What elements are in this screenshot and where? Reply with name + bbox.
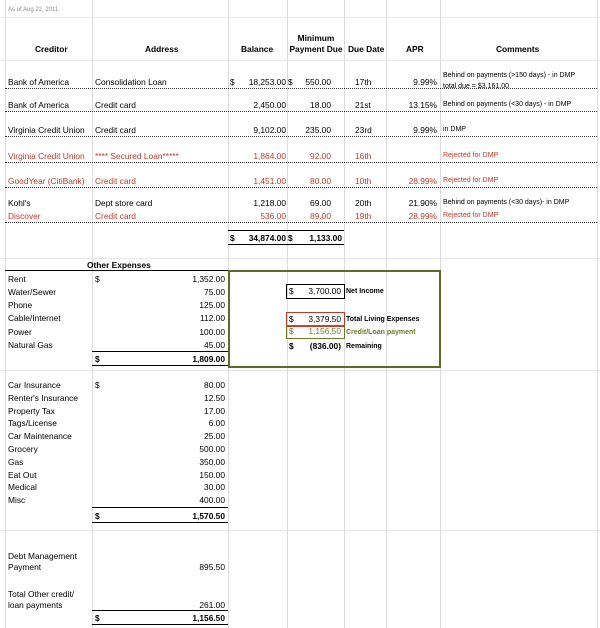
apr-value: 13.15% xyxy=(408,100,437,110)
row-divider xyxy=(5,162,597,163)
payment-value: 89.00 xyxy=(310,211,331,221)
utility-value: 1,352.00 xyxy=(192,274,225,284)
creditor-name: Virginia Credit Union xyxy=(8,151,85,161)
row-divider xyxy=(5,136,597,137)
living-expenses-prefix: $ xyxy=(289,314,294,324)
balance-value: 536.00 xyxy=(260,211,286,221)
other-loans-label-line1: Total Other credit/ xyxy=(8,589,75,599)
other-expenses-title: Other Expenses xyxy=(87,260,151,270)
comment-line1: Rejected for DMP xyxy=(443,212,499,219)
comment-line2: total due = $3,161.00 xyxy=(443,83,509,90)
creditor-address: Credit card xyxy=(95,211,136,221)
balance-value: 2,450.00 xyxy=(253,100,286,110)
payment-value: 18.00 xyxy=(310,100,331,110)
creditor-address: **** Secured Loan***** xyxy=(95,151,179,161)
apr-value: 9.99% xyxy=(413,125,437,135)
living-total-prefix: $ xyxy=(95,511,100,521)
balance-value: 1,218.00 xyxy=(253,198,286,208)
expense-value: 400.00 xyxy=(199,495,225,506)
living-total: 1,570.50 xyxy=(192,511,225,521)
dmp-value: 895.50 xyxy=(199,562,225,572)
expense-label: Medical xyxy=(8,482,37,493)
final-total-prefix: $ xyxy=(95,613,100,623)
remaining-value: (836.00) xyxy=(309,341,341,351)
due-date: 19th xyxy=(355,211,372,221)
balance-prefix: $ xyxy=(230,77,235,87)
utility-value: 112.00 xyxy=(200,313,225,323)
comment-line1: Behind on payments (<30 days)- in DMP xyxy=(443,199,570,206)
utility-value: 100.00 xyxy=(199,327,225,337)
payment-value: 550.00 xyxy=(305,77,331,87)
comment-line1: in DMP xyxy=(443,126,466,133)
row-divider xyxy=(5,187,597,188)
utility-label: Power xyxy=(8,327,32,337)
expense-value: 17.00 xyxy=(204,405,225,416)
payment-prefix: $ xyxy=(288,77,293,87)
expense-label: Car Maintenance xyxy=(8,431,72,442)
header-apr: APR xyxy=(406,44,424,54)
credit-payment-label: Credit/Loan payment xyxy=(346,329,416,336)
header-balance: Balance xyxy=(241,44,274,54)
remaining-label: Remaining xyxy=(346,343,382,350)
dmp-label-line1: Debt Management xyxy=(8,551,77,561)
balance-value: 1,864.00 xyxy=(253,151,286,161)
apr-value: 28.99% xyxy=(408,211,437,221)
balance-value: 1,451.00 xyxy=(253,176,286,186)
creditor-address: Dept store card xyxy=(95,198,153,208)
expense-label: Misc xyxy=(8,495,26,506)
utilities-total-prefix: $ xyxy=(95,354,100,364)
utility-value: 45.00 xyxy=(204,340,225,350)
expense-label: Renter's Insurance xyxy=(8,392,79,403)
row-divider xyxy=(5,222,597,223)
comment-line1: Rejected for DMP xyxy=(443,177,499,184)
payment-value: 80.00 xyxy=(310,176,331,186)
due-date: 20th xyxy=(355,198,372,208)
final-total: 1,156.50 xyxy=(192,613,225,623)
header-min-payment: Minimum Payment Due xyxy=(289,33,343,54)
row-divider xyxy=(5,111,597,112)
balance-value: 9,102.00 xyxy=(253,125,286,135)
utility-value: 125.00 xyxy=(199,300,225,310)
creditor-name: Virginia Credit Union xyxy=(8,125,85,135)
creditor-address: Credit card xyxy=(95,100,136,110)
other-loans-value: 261.00 xyxy=(199,600,225,610)
total-payment-prefix: $ xyxy=(288,233,293,243)
due-date: 23rd xyxy=(355,125,372,135)
balance-value: 18,253.00 xyxy=(248,77,286,87)
expense-label: Eat Out xyxy=(8,469,37,480)
expense-value: 12.50 xyxy=(204,392,225,403)
comment-line1: Behind on payments (>150 days) - in DMP xyxy=(443,72,576,79)
net-income-prefix: $ xyxy=(289,286,294,296)
dmp-label-line2: Payment xyxy=(8,562,42,572)
living-expenses-label: Total Living Expenses xyxy=(346,316,420,323)
total-balance: 34,874.00 xyxy=(248,233,286,243)
expense-value: 25.00 xyxy=(204,431,225,442)
payment-value: 69.00 xyxy=(310,198,331,208)
header-creditor: Creditor xyxy=(35,44,68,54)
utility-label: Cable/Internet xyxy=(8,313,61,323)
creditor-name: Kohl's xyxy=(8,198,31,208)
due-date: 16th xyxy=(355,151,372,161)
header-comments: Comments xyxy=(496,44,540,54)
expense-value: 80.00 xyxy=(204,380,225,390)
expense-label: Tags/License xyxy=(8,418,57,429)
payment-value: 92.00 xyxy=(310,151,331,161)
credit-payment-prefix: $ xyxy=(289,326,294,336)
expense-value: 30.00 xyxy=(204,482,225,493)
utility-prefix: $ xyxy=(95,274,100,284)
header-address: Address xyxy=(145,44,179,54)
expense-value: 150.00 xyxy=(199,469,225,480)
creditor-address: Credit card xyxy=(95,176,136,186)
utility-label: Water/Sewer xyxy=(8,287,57,297)
total-payment: 1,133.00 xyxy=(309,233,342,243)
creditor-name: Bank of America xyxy=(8,77,69,87)
utility-label: Phone xyxy=(8,300,33,310)
expense-value: 6.00 xyxy=(208,418,225,429)
as-of-date: As of Aug 22, 2011 xyxy=(8,7,59,13)
expense-value: 500.00 xyxy=(199,444,225,454)
other-loans-label-line2: loan payments xyxy=(8,600,63,610)
utilities-total: 1,809.00 xyxy=(192,354,225,364)
apr-value: 9.99% xyxy=(413,77,437,87)
expense-label: Car Insurance xyxy=(8,380,61,390)
creditor-name: GoodYear (CitiBank) xyxy=(8,176,85,186)
row-divider xyxy=(5,88,597,89)
expense-prefix: $ xyxy=(95,380,100,390)
utility-value: 75.00 xyxy=(204,287,225,297)
comment-line1: Rejected for DMP xyxy=(443,152,499,159)
total-balance-prefix: $ xyxy=(230,233,235,243)
utility-label: Natural Gas xyxy=(8,340,53,350)
creditor-name: Bank of America xyxy=(8,100,69,110)
payment-value: 235.00 xyxy=(305,125,331,135)
due-date: 10th xyxy=(355,176,372,186)
expense-label: Property Tax xyxy=(8,405,55,416)
expense-label: Grocery xyxy=(8,444,38,454)
remaining-prefix: $ xyxy=(289,341,294,351)
utility-label: Rent xyxy=(8,274,26,284)
expense-value: 350.00 xyxy=(199,456,225,467)
due-date: 21st xyxy=(355,100,371,110)
comment-line1: Behind on payments (<30 days) - in DMP xyxy=(443,101,572,108)
living-expenses-value: 3,379.50 xyxy=(308,314,341,324)
due-date: 17th xyxy=(355,77,372,87)
apr-value: 21.90% xyxy=(408,198,437,208)
header-due-date: Due Date xyxy=(348,44,385,54)
net-income-value: 3,700.00 xyxy=(308,286,341,296)
creditor-address: Consolidation Loan xyxy=(95,77,167,87)
net-income-label: Net Income xyxy=(346,288,384,295)
expense-label: Gas xyxy=(8,456,24,467)
credit-payment-value: 1,156.50 xyxy=(308,326,341,336)
apr-value: 28.99% xyxy=(408,176,437,186)
creditor-address: Credit card xyxy=(95,125,136,135)
creditor-name: Discover xyxy=(8,211,41,221)
